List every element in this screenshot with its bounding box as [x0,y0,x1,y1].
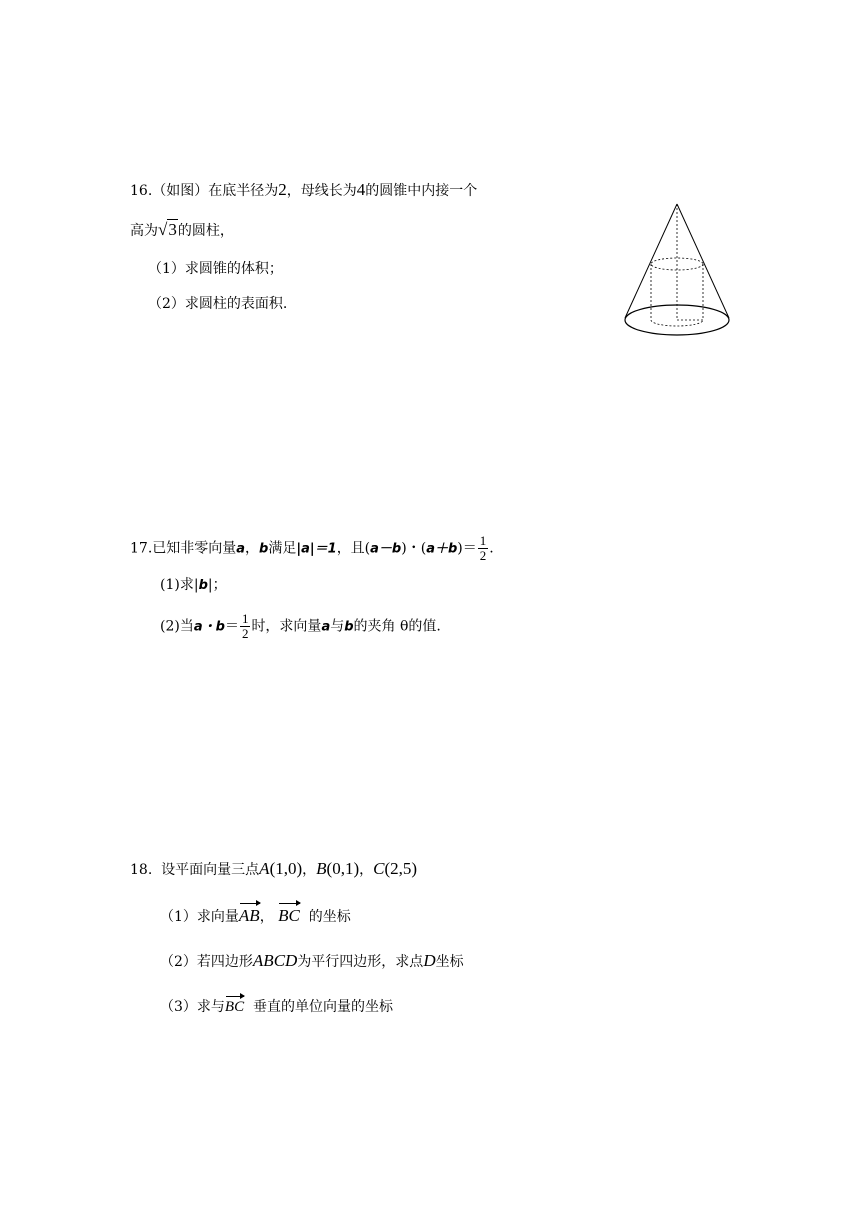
cylinder-bottom [651,320,703,326]
vector-ab: AB [238,906,260,925]
cone-figure [618,198,734,338]
q16-sub2: （2）求圆柱的表面积. [148,296,288,312]
q16-number: 16. [130,183,153,199]
q17-stem: 17.已知非零向量a，b满足|a|＝1，且(a－b)・(a＋b)＝ $\frac{1}{2}$ . [130,533,494,563]
q16-line1: 16.（如图）在底半径为2，母线长为4的圆锥中内接一个 [130,180,478,199]
q16-sub1: （1）求圆锥的体积； [148,261,283,277]
abs-a-expression: |a|＝1 [296,541,337,557]
vector-bc: BC [278,906,300,925]
vector-bc: BC [224,999,245,1015]
fraction-one-half: $\frac{1}{2}$ [241,611,249,641]
q18-sub1: （1）求向量AB， BC 的坐标 [160,906,351,925]
q16-line2: 高为√3的圆柱， [130,220,234,239]
q17-sub1: (1)求|b|； [160,577,227,593]
q18-sub3: （3）求与BC 垂直的单位向量的坐标 [160,999,393,1015]
q18-stem: 18. 设平面向量三点A(1,0)，B(0,1)，C(2,5) [130,859,418,878]
q18-sub2: （2）若四边形ABCD为平行四边形，求点D坐标 [160,951,464,970]
fraction-one-half: $\frac{1}{2}$ [479,533,487,563]
q17-sub2: (2)当a・b＝ $\frac{1}{2}$ 时，求向量a与b的夹角 θ的值. [160,611,441,641]
sqrt-expression: √3 [158,220,177,239]
q16-radius: 2 [278,180,287,199]
q16-slant: 4 [356,180,366,199]
